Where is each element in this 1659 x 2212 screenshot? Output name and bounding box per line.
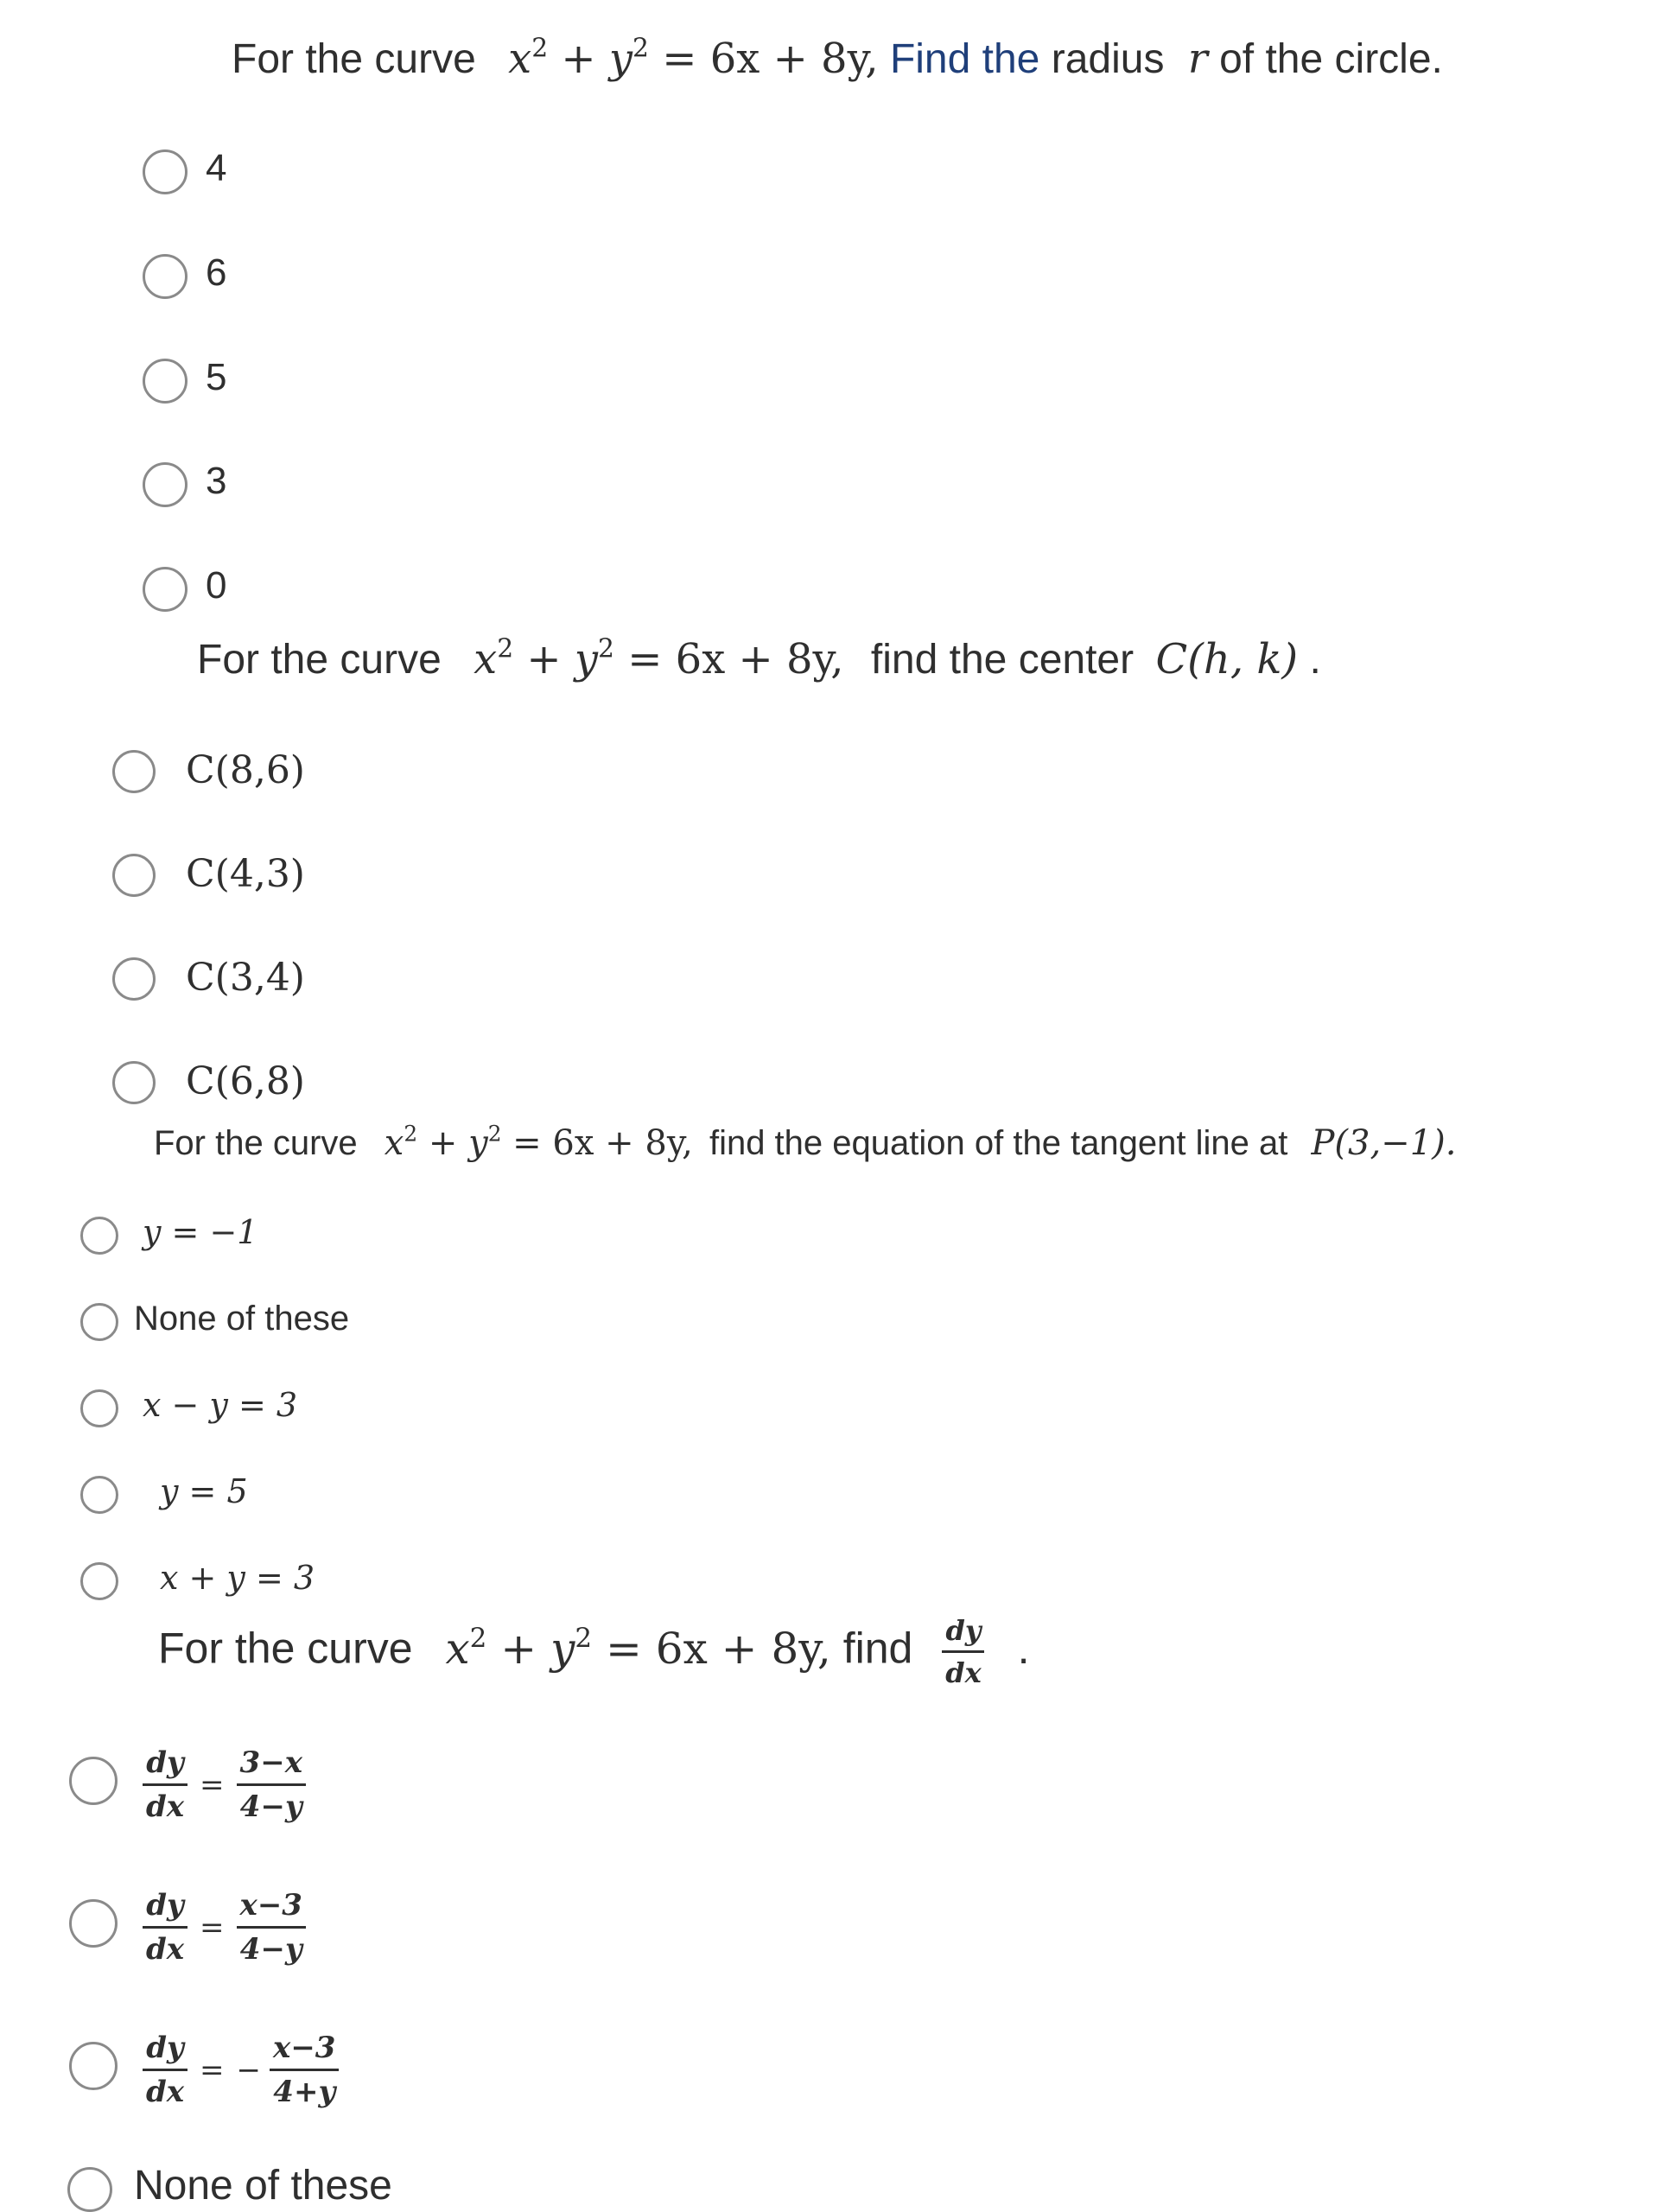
q4-option-3-lhs: $\frac{dy}{dx}$ — [143, 2031, 188, 2109]
q2-option-3-label[interactable]: C(3,4) — [186, 956, 305, 1000]
question-1-word-radius: radius — [1051, 36, 1165, 82]
q2-option-4-radio[interactable] — [112, 1061, 156, 1104]
q4-option-2-radio[interactable] — [69, 1899, 118, 1948]
q4-option-3-sign: − — [236, 2052, 262, 2088]
q3-option-1-label[interactable]: y = −1 — [143, 1213, 258, 1251]
q2-option-3-radio[interactable] — [112, 957, 156, 1001]
question-1-var-r: r — [1187, 35, 1208, 83]
q4-option-3-rhs: $\frac{x-3}{4+y}$ — [270, 2031, 339, 2109]
question-2-prefix: For the curve — [197, 637, 442, 683]
q4-option-2-rhs: $\frac{x-3}{4-y}$ — [237, 1888, 306, 1967]
q1-option-1-radio[interactable] — [143, 149, 188, 194]
question-4-prompt — [158, 1614, 1029, 1689]
q4-option-2-eq: = — [200, 1910, 225, 1945]
question-2-equation: $x^2 + y^2 = 6x + 8y$, — [474, 633, 844, 683]
question-4-prefix: For the curve — [158, 1624, 413, 1673]
question-3-equation: $x^2 + y^2 = 6x + 8y$, — [384, 1121, 693, 1163]
q4-option-4-label[interactable]: None of these — [134, 2163, 392, 2209]
q4-option-4-radio[interactable] — [67, 2167, 112, 2212]
q2-option-1-label[interactable]: C(8,6) — [186, 748, 305, 792]
q1-option-4-label[interactable]: 3 — [206, 460, 227, 502]
q1-option-3-label[interactable]: 5 — [206, 356, 227, 398]
q2-option-2-label[interactable]: C(4,3) — [186, 852, 305, 896]
q3-option-5-label[interactable]: x + y = 3 — [160, 1559, 315, 1597]
question-1-prompt — [232, 35, 1443, 83]
q2-option-4-label[interactable]: C(6,8) — [186, 1059, 305, 1103]
q2-option-2-radio[interactable] — [112, 854, 156, 897]
question-3-prefix: For the curve — [154, 1124, 358, 1162]
q1-option-4-radio[interactable] — [143, 462, 188, 507]
q3-option-4-radio[interactable] — [80, 1476, 118, 1514]
q3-option-3-radio[interactable] — [80, 1389, 118, 1427]
q3-option-3-label[interactable]: x − y = 3 — [143, 1386, 298, 1424]
question-4-period: . — [1017, 1624, 1030, 1673]
q4-option-1-radio[interactable] — [69, 1757, 118, 1805]
q4-option-2-lhs: $\frac{dy}{dx}$ — [143, 1888, 188, 1967]
question-1-prefix: For the curve — [232, 36, 476, 82]
question-2-middle: find the center — [870, 637, 1135, 683]
q4-option-3-eq: = — [200, 2052, 225, 2088]
q1-option-2-label[interactable]: 6 — [206, 251, 227, 294]
question-2-prompt — [197, 635, 1321, 683]
q4-option-1-lhs: $\frac{dy}{dx}$ — [143, 1745, 188, 1824]
q1-option-2-radio[interactable] — [143, 254, 188, 299]
question-3-prompt — [154, 1123, 1456, 1163]
q1-option-5-label[interactable]: 0 — [206, 564, 227, 607]
q4-option-3-radio[interactable] — [69, 2042, 118, 2090]
q1-option-3-radio[interactable] — [143, 359, 188, 404]
question-2-center: C(h, k) — [1155, 635, 1299, 683]
q3-option-1-radio[interactable] — [80, 1217, 118, 1255]
q3-option-2-label[interactable]: None of these — [134, 1300, 350, 1338]
q3-option-2-radio[interactable] — [80, 1303, 118, 1341]
q2-option-1-radio[interactable] — [112, 750, 156, 793]
q1-option-1-label[interactable]: 4 — [206, 147, 227, 189]
question-1-suffix: of the circle. — [1219, 36, 1443, 82]
q4-option-1-label[interactable] — [143, 1745, 306, 1824]
q4-option-1-eq: = — [200, 1767, 225, 1802]
q3-option-5-radio[interactable] — [80, 1562, 118, 1600]
q4-option-2-label[interactable] — [143, 1888, 306, 1967]
q1-option-5-radio[interactable] — [143, 567, 188, 612]
question-1-equation: $x^2 + y^2 = 6x + 8y$, — [508, 33, 879, 83]
question-3-middle: find the equation of the tangent line at — [709, 1124, 1288, 1162]
question-4-derivative: $\frac{dy}{dx}$ — [942, 1614, 984, 1689]
question-3-point: P(3,−1). — [1311, 1123, 1457, 1163]
q4-option-3-label[interactable] — [143, 2031, 339, 2109]
question-1-link-text: Find the — [889, 36, 1040, 82]
question-4-equation: $x^2 + y^2 = 6x + 8y$, — [445, 1622, 831, 1674]
question-4-middle: find — [842, 1624, 913, 1673]
q3-option-4-label[interactable]: y = 5 — [160, 1472, 248, 1510]
question-2-period: . — [1309, 637, 1321, 683]
q4-option-1-rhs: $\frac{3-x}{4-y}$ — [237, 1745, 306, 1824]
